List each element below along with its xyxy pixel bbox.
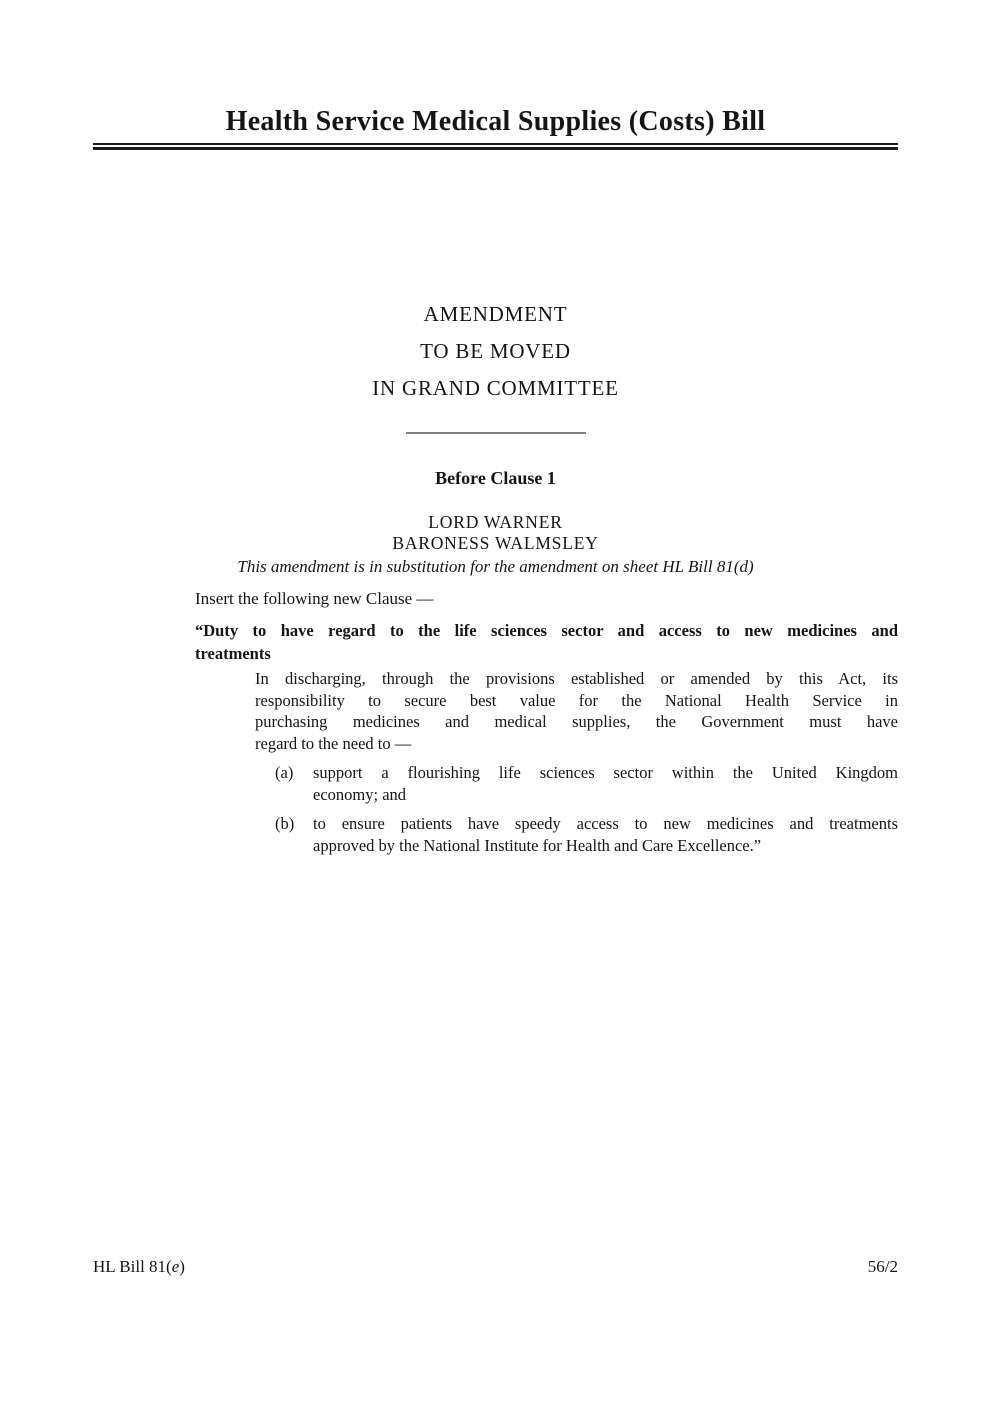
- sponsor-list: [93, 512, 898, 554]
- new-clause-title: [195, 619, 898, 665]
- clause-body-line: regard to the need to —: [255, 733, 412, 753]
- committee-heading: IN GRAND COMMITTEE: [372, 376, 619, 401]
- item-text-line: approved by the National Institute for Health and Care Excellence.”: [313, 835, 762, 855]
- clause-title-line: treatments: [195, 644, 271, 664]
- item-text-line: economy; and: [313, 784, 407, 804]
- footer-sheet-number: 56/2: [867, 1257, 898, 1276]
- item-text-line: to ensure patients have speedy access to new medicines and treatments: [313, 814, 898, 834]
- sponsor-name: BARONESS WALMSLEY: [392, 533, 599, 554]
- insert-instruction: Insert the following new Clause —: [195, 589, 434, 609]
- clause-body-line: responsibility to secure best value for the National Health Service in: [255, 690, 898, 710]
- amendment-text-block: [195, 588, 898, 856]
- clause-title-line: “Duty to have regard to the life sciences sector and access to new medicines and: [195, 621, 898, 641]
- item-text: [313, 762, 898, 805]
- amendment-item-list: [195, 762, 898, 856]
- substitution-note: This amendment is in substitution for the amendment on sheet HL Bill 81(d): [237, 557, 754, 577]
- proceedings-heading: [93, 302, 898, 401]
- page-footer: [93, 1256, 898, 1277]
- page-title: Health Service Medical Supplies (Costs) Bill: [225, 106, 766, 137]
- clause-body-line: In discharging, through the provisions established or amended by this Act, its: [255, 669, 898, 689]
- item-marker: (b): [275, 814, 295, 834]
- item-text-line: support a flourishing life sciences sector within the United Kingdom: [313, 763, 898, 783]
- clause-location-heading: Before Clause 1: [435, 468, 556, 489]
- item-marker: (a): [275, 763, 294, 783]
- bill-ref-series-letter: e: [171, 1257, 180, 1276]
- section-divider: [406, 432, 586, 434]
- title-divider: [93, 143, 898, 150]
- bill-ref-suffix: ): [179, 1257, 185, 1276]
- footer-bill-reference: [93, 1256, 185, 1277]
- clause-body-line: purchasing medicines and medical supplies, the Government must have: [255, 712, 898, 732]
- amendment-item: [195, 762, 898, 805]
- item-text: [313, 813, 898, 856]
- amendment-heading: AMENDMENT: [423, 302, 568, 327]
- bill-ref-prefix: HL Bill 81(: [93, 1257, 172, 1276]
- to-be-moved-heading: TO BE MOVED: [420, 339, 571, 364]
- new-clause-body: [255, 668, 898, 754]
- sponsor-name: LORD WARNER: [428, 512, 563, 533]
- amendment-item: [195, 813, 898, 856]
